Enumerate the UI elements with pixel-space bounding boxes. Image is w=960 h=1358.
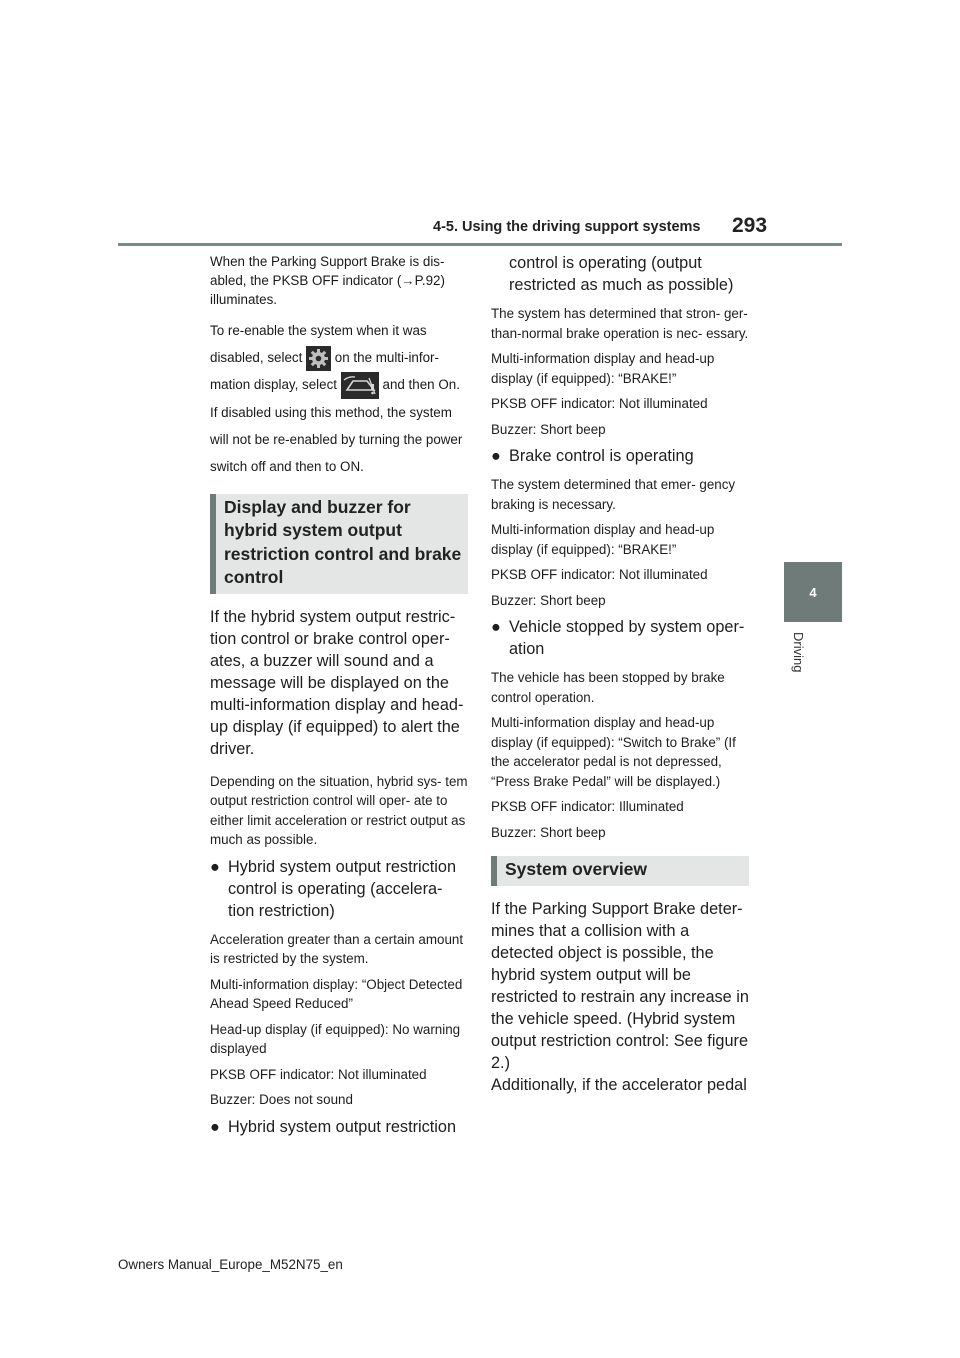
detail-line: Buzzer: Short beep xyxy=(491,824,606,840)
detail-line: PKSB OFF indicator: Not illuminated xyxy=(210,1066,427,1082)
bullet-continuation xyxy=(491,252,749,296)
car-sensor-icon xyxy=(341,372,379,399)
header-rule xyxy=(118,243,842,246)
detail-line: Buzzer: Short beep xyxy=(491,592,606,608)
detail-line: PKSB OFF indicator: Illuminated xyxy=(491,799,684,814)
detail-line: The system has determined that stron- ger-than-normal brake operation is nec- essary. xyxy=(491,306,749,341)
detail-line: Acceleration greater than a certain amount is restricted by the system. xyxy=(210,931,464,967)
bullet-text: control is operating (output restricted as much as possible) xyxy=(509,254,734,294)
re-enable-text-2: on the multi-infor- mation display, select xyxy=(210,350,439,392)
right-column xyxy=(491,252,749,1108)
bullet-text: Hybrid system output restriction xyxy=(228,1117,457,1136)
re-enable-text-1: To re-enable the system when it was disabled, select xyxy=(210,323,427,365)
bullet-icon: ● xyxy=(210,857,220,876)
detail-line: Buzzer: Does not sound xyxy=(210,1092,353,1108)
chapter-number: 4 xyxy=(809,584,817,600)
detail-line: Multi-information display and head-up display (if equipped): “Switch to Brake” (If the accelerator pedal is not depressed, “Press Brake Pedal” will be displayed.) xyxy=(491,715,736,789)
bullet-text: Vehicle stopped by system oper- ation xyxy=(509,618,745,658)
pksb-disabled-note: When the Parking Support Brake is dis- abled, the PKSB OFF indicator (→P.92) illuminates. xyxy=(210,254,445,307)
bullet-item xyxy=(210,1116,468,1138)
detail-line: Multi-information display: “Object Detected Ahead Speed Reduced” xyxy=(210,976,463,1012)
detail-line: The system determined that emer- gency braking is necessary. xyxy=(491,477,736,512)
bullet-icon: ● xyxy=(491,618,501,636)
chapter-label: Driving xyxy=(791,632,806,673)
section-heading-display-buzzer xyxy=(210,494,468,594)
page-number: 293 xyxy=(732,214,768,237)
bullet-icon: ● xyxy=(491,447,501,465)
section-heading-system-overview xyxy=(491,856,749,886)
paragraph: Depending on the situation, hybrid sys- tem output restriction control will oper- ate to either limit acceleration or restrict output as much as possible. xyxy=(210,773,468,848)
re-enable-instructions xyxy=(210,317,468,480)
bullet-text: Hybrid system output restriction control is operating (accelera- tion restriction) xyxy=(228,857,457,920)
detail-line: PKSB OFF indicator: Not illuminated xyxy=(491,396,708,411)
detail-line: Multi-information display and head-up display (if equipped): “BRAKE!” xyxy=(491,522,715,557)
bullet-item xyxy=(491,616,749,660)
bullet-item xyxy=(210,856,468,922)
detail-line: Multi-information display and head-up display (if equipped): “BRAKE!” xyxy=(491,351,715,386)
section-title: 4-5. Using the driving support systems xyxy=(433,219,701,235)
left-column xyxy=(210,252,468,1146)
paragraph: If the Parking Support Brake deter- mines that a collision with a detected object is possible, the hybrid system output will be restricted to restrain any increase in the vehicle speed. (Hybrid system output restriction control: See figure 2.) xyxy=(491,899,749,1072)
paragraph: If the hybrid system output restric- tion control or brake control oper- ates, a buzzer will sound and a message will be displayed on the multi-information display and head- up display (if equipped) to alert the driver. xyxy=(210,607,464,758)
bullet-icon: ● xyxy=(210,1117,220,1136)
detail-line: The vehicle has been stopped by brake control operation. xyxy=(491,670,725,705)
re-enable-text-3: and then On. If disabled using this method, the system will not be re-enabled by turning the power switch off and then to ON. xyxy=(210,377,463,474)
bullet-item xyxy=(491,445,749,467)
bullet-text: Brake control is operating xyxy=(509,447,694,465)
gear-icon xyxy=(306,346,331,371)
footer-text: Owners Manual_Europe_M52N75_en xyxy=(118,1257,343,1272)
detail-line: Buzzer: Short beep xyxy=(491,421,606,437)
paragraph: Additionally, if the accelerator pedal xyxy=(491,1075,747,1094)
chapter-tab[interactable] xyxy=(784,562,842,622)
heading-text: Display and buzzer for hybrid system output restriction control and brake control xyxy=(224,496,462,588)
heading-text: System overview xyxy=(505,859,648,879)
detail-line: PKSB OFF indicator: Not illuminated xyxy=(491,567,708,582)
detail-line: Head-up display (if equipped): No warning displayed xyxy=(210,1021,461,1057)
